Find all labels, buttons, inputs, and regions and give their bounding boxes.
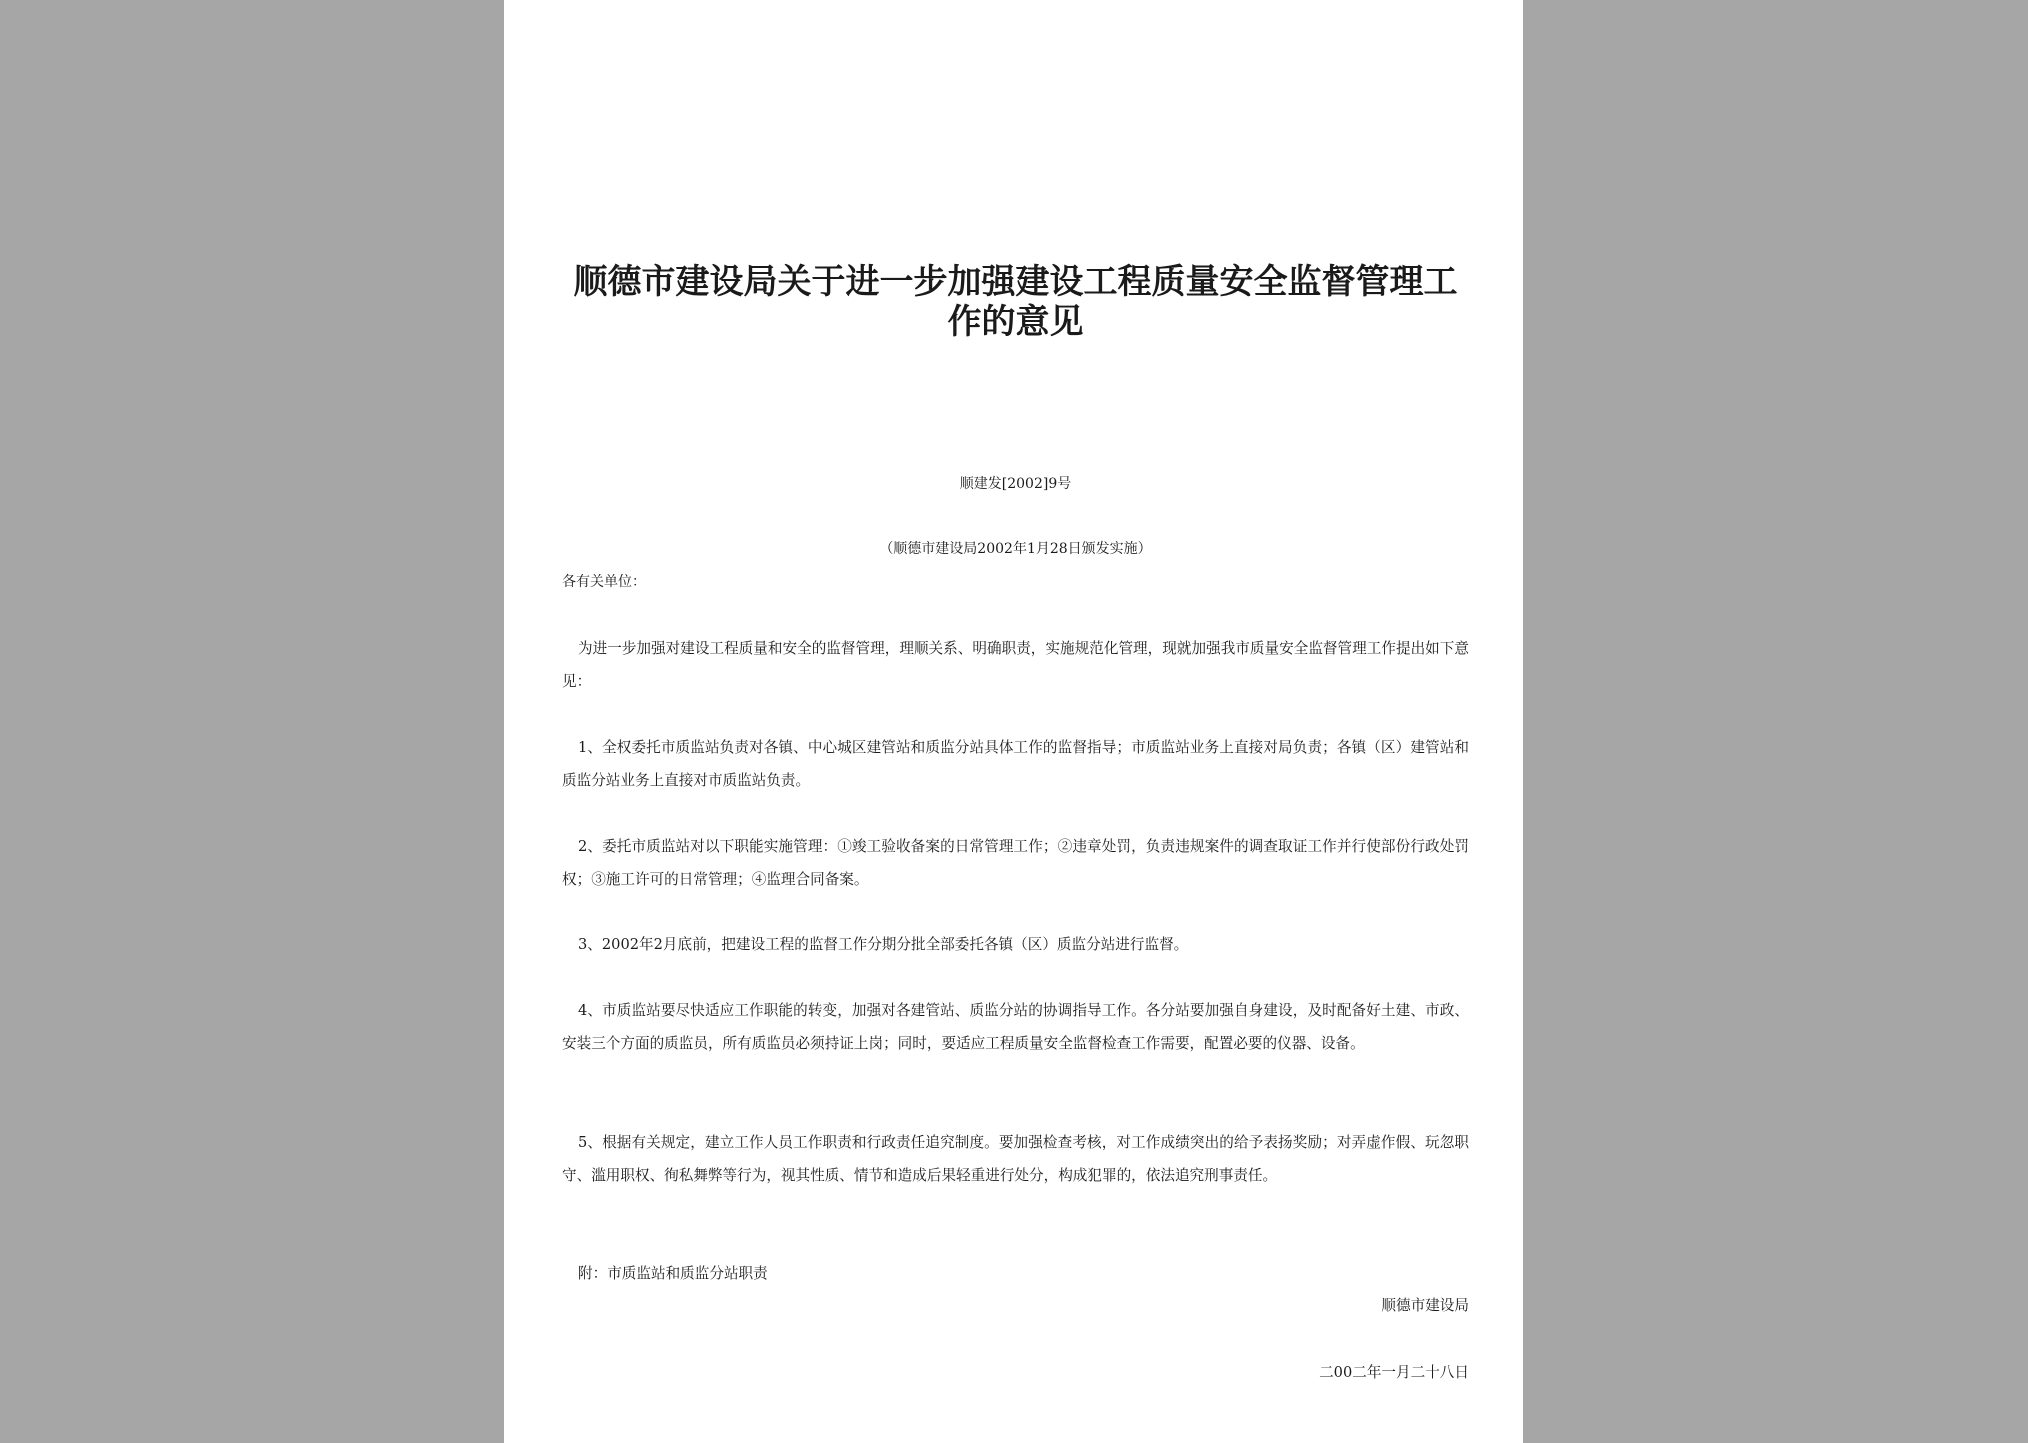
- document-page: [504, 0, 1523, 1443]
- attachment-note: 附：市质监站和质监分站职责: [578, 1265, 768, 1282]
- item-paragraph-3: 3、2002年2月底前，把建设工程的监督工作分期分批全部委托各镇（区）质监分站进行监督。: [578, 936, 1189, 953]
- item-paragraph-4: 4、市质监站要尽快适应工作职能的转变，加强对各建管站、质监分站的协调指导工作。各分站要加强自身建设，及时配备好土建、市政、安装三个方面的质监员，所有质监员必须持证上岗；同时，要适应工程质量安全监督检查工作需要，配置必要的仪器、设备。: [562, 1002, 1469, 1052]
- signer: 顺德市建设局: [1381, 1297, 1469, 1314]
- salutation: 各有关单位：: [562, 574, 646, 590]
- document-number: 顺建发[2002]9号: [959, 476, 1072, 492]
- issued-note: （顺德市建设局2002年1月28日颁发实施）: [879, 541, 1152, 557]
- item-paragraph-5: 5、根据有关规定，建立工作人员工作职责和行政责任追究制度。要加强检查考核，对工作成绩突出的给予表扬奖励；对弄虚作假、玩忽职守、滥用职权、徇私舞弊等行为，视其性质、情节和造成后果轻重进行处分，构成犯罪的，依法追究刑事责任。: [562, 1134, 1469, 1184]
- intro-paragraph: 为进一步加强对建设工程质量和安全的监督管理，理顺关系、明确职责，实施规范化管理，现就加强我市质量安全监督管理工作提出如下意见：: [562, 640, 1469, 690]
- item-paragraph-1: 1、全权委托市质监站负责对各镇、中心城区建管站和质监分站具体工作的监督指导；市质监站业务上直接对局负责；各镇（区）建管站和质监分站业务上直接对市质监站负责。: [562, 739, 1469, 789]
- item-paragraph-2: 2、委托市质监站对以下职能实施管理：①竣工验收备案的日常管理工作；②违章处罚，负责违规案件的调查取证工作并行使部份行政处罚权；③施工许可的日常管理；④监理合同备案。: [562, 838, 1469, 888]
- signing-date: 二00二年一月二十八日: [1319, 1364, 1469, 1381]
- document-title: 顺德市建设局关于进一步加强建设工程质量安全监督管理工作的意见: [573, 262, 1458, 342]
